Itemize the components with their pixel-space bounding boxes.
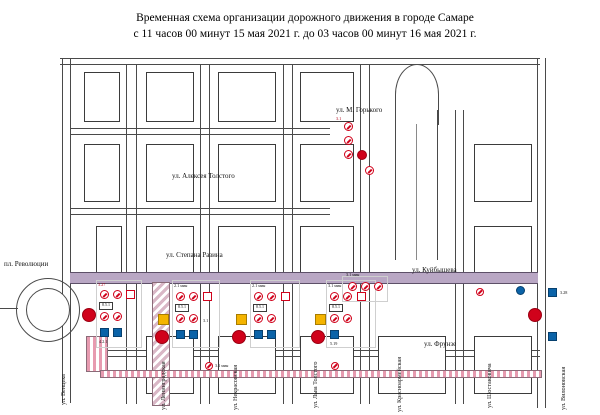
sign-info-blue-icon [267,330,276,339]
label-leningradskaya: ул. Ленинградская [160,361,167,410]
title-line-2: с 11 часов 00 минут 15 мая 2021 г. до 03 часов 00 минут 16 мая 2021 г. [133,28,477,40]
sign-warning-icon [126,290,135,299]
road-vilonovskaya-right [545,58,546,408]
closure-point-lva-tolstogo-icon [311,330,325,344]
road-line-top-2 [60,64,540,65]
loop-center-line [416,124,417,260]
label-shostakovicha: ул. Шостаковича [486,363,493,408]
sign-plate: 8.5.1 [175,304,189,312]
road-venceka-left [62,58,63,403]
road-krasnoarmeyskaya-right [369,64,370,404]
sign-no-entry-icon [100,312,109,321]
zone-note: 3.1 мин [346,272,360,277]
sign-info-blue-icon [548,332,557,341]
sign-plate: 8.5.1 [253,304,267,312]
sign-info-blue-icon [548,288,557,297]
block [218,226,276,276]
sign-no-entry-icon [344,122,353,131]
label-krasnoarmeyskaya: ул. Красноармейская [396,356,403,412]
block [96,226,122,276]
detour-marker-icon [315,314,326,325]
block [300,72,354,122]
sign-no-stopping-icon [113,290,122,299]
page-title [60,10,550,42]
roundabout-inner [26,288,70,332]
sign-plate: 8.5.1 [329,304,343,312]
sign-direction-blue-icon [516,286,525,295]
label-pl-revolyucii: пл. Революции [4,260,49,268]
detour-marker-icon [158,314,169,325]
road-leningradskaya-right [136,64,137,404]
road-nekrasovskaya-left [200,64,201,404]
sign-stop-icon [357,150,367,160]
road-shostakovicha-right [463,110,464,404]
sign-no-entry-icon [254,314,263,323]
sign-no-parking-icon [176,292,185,301]
road-leningradskaya-left [126,64,127,404]
loop-left-leg [395,110,396,260]
sign-warning-icon [203,292,212,301]
sign-warning-icon [281,292,290,301]
zone-note: 3.1 мин [215,363,229,368]
road-venceka-right [70,58,71,403]
block [300,226,354,276]
sign-no-entry-icon [267,314,276,323]
label-gorkogo: ул. М. Горького [336,106,383,114]
loop-right-leg [437,110,438,260]
block [84,144,120,202]
sign-info-blue-icon [254,330,263,339]
sign-plate: 5.19 [330,341,338,346]
closure-point-nekrasovskaya-icon [232,330,246,344]
road-nekrasovskaya-right [209,64,210,404]
sign-no-entry-icon [374,282,383,291]
sign-no-parking-icon [330,292,339,301]
label-stepana-razina: ул. Степана Разина [166,251,223,259]
sign-no-entry-icon [189,314,198,323]
road-shostakovicha-left [455,110,456,404]
sign-no-entry-icon [348,282,357,291]
label-kuybysheva: ул. Куйбышева [412,266,457,274]
zone-note: 3.1 мин [328,283,342,288]
road-krasnoarmeyskaya-left [360,64,361,404]
sign-no-entry-icon [205,362,213,370]
sign-plate: 3.28 [560,290,568,295]
sign-plate: 4.2.1 [99,339,108,344]
sign-plate: 3.1 [203,318,209,323]
roundabout-west-leg [0,308,18,309]
sign-info-blue-icon [189,330,198,339]
road-line-top [60,58,540,59]
label-vilonovskaya: ул. Вилоновская [560,366,567,410]
road-lva-tolstogo-left [283,64,284,404]
sign-no-entry-icon [176,314,185,323]
sign-info-blue-icon [113,328,122,337]
sign-no-entry-icon [343,314,352,323]
detour-marker-icon [236,314,247,325]
label-alekseya-tolstogo: ул. Алексея Толстого [172,172,235,180]
sign-info-blue-icon [330,330,339,339]
sign-info-blue-icon [100,328,109,337]
sign-no-parking-icon [344,136,353,145]
sign-no-entry-icon [330,314,339,323]
block [218,72,276,122]
label-venceka: ул. Венцека [60,374,67,405]
zone-note: 2.1 мин [252,283,266,288]
sign-code-label: 3.1 [336,116,342,121]
label-nekrasovskaya: ул. Некрасовская [232,364,239,410]
sign-no-parking-icon [254,292,263,301]
sign-no-parking-icon [100,290,109,299]
loop-curve [395,64,439,125]
block [474,144,532,202]
sign-no-entry-icon [476,288,484,296]
sign-code-label: 3.27 [98,282,106,287]
sign-no-stopping-icon [267,292,276,301]
block [474,226,532,276]
label-lva-tolstogo: ул. Льва Толстого [312,361,319,408]
sign-no-entry-icon [331,362,339,370]
sign-no-entry-icon [365,166,374,175]
sign-no-entry-icon [361,282,370,291]
sign-info-blue-icon [176,330,185,339]
block [474,336,532,394]
traffic-scheme-map [0,50,600,415]
sign-no-entry-icon [113,312,122,321]
closure-point-leningradskaya-icon [155,330,169,344]
sign-no-stopping-icon [344,150,353,159]
sign-no-stopping-icon [189,292,198,301]
block [146,72,194,122]
zone-note: 2.1 мин [174,283,188,288]
sign-plate: 8.5.1 [99,302,113,310]
block [84,72,120,122]
closure-point-west-icon [82,308,96,322]
title-line-1: Временная схема организации дорожного движения в городе Самаре [136,12,474,24]
label-frunze: ул. Фрунзе [424,340,457,348]
closure-point-east-icon [528,308,542,322]
road-lva-tolstogo-right [292,64,293,404]
